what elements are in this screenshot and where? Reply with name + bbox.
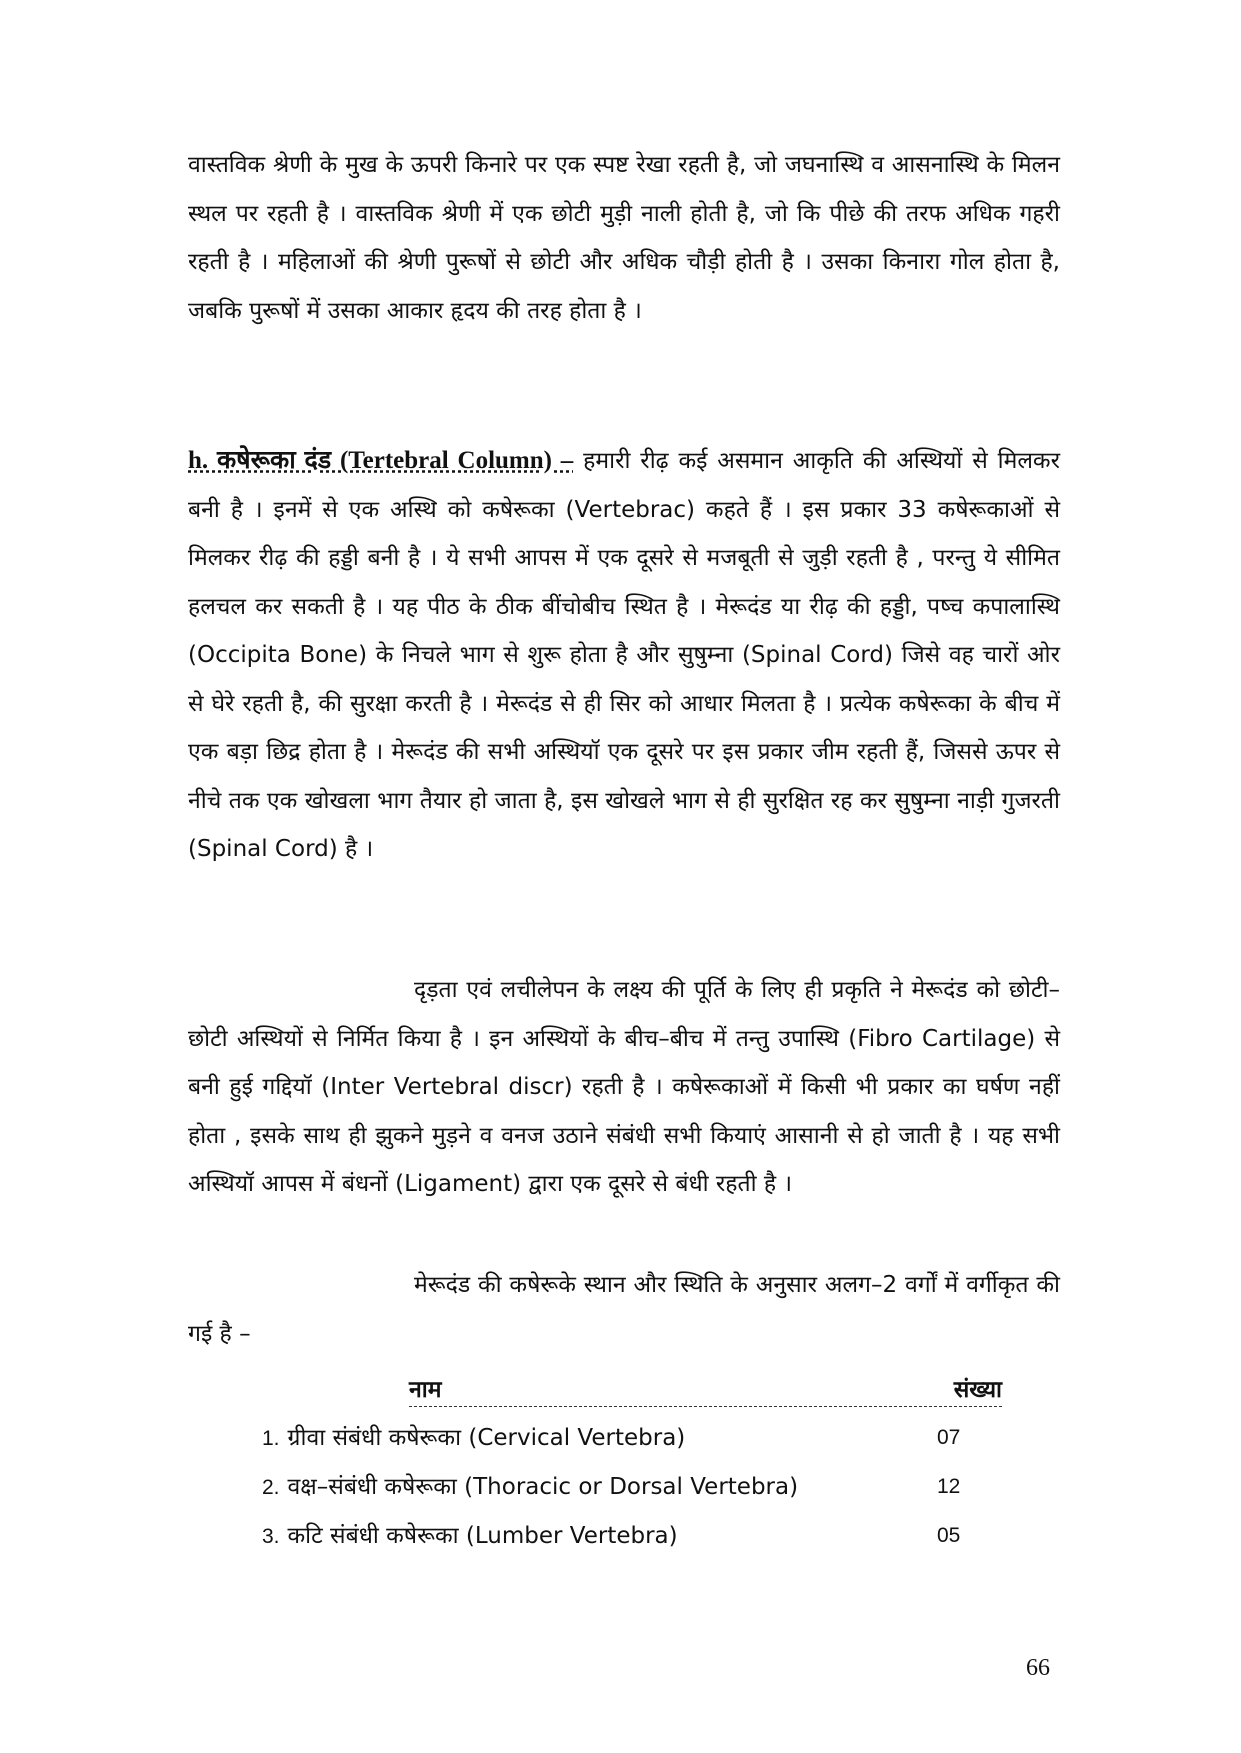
item-number: 2. [262,1476,280,1499]
page-number: 66 [1026,1655,1050,1681]
item-label: वक्ष–संबंधी कषेरूका (Thoracic or Dorsal Vertebra) [287,1474,799,1500]
vertebra-list-header [409,1372,1002,1407]
paragraph-flexibility: दृड़ता एवं लचीलेपन के लक्ष्य की पूर्ति के लिए ही प्रकृति ने मेरूदंड को छोटी–छोटी अस्थियों से निर्मित किया है । इन अस्थियों के बीच–बीच में तन्तु उपास्थि (Fibro Cartilage) से बनी हुई गद्दियॉ (Inter Vertebral discr) रहती है । कषेरूकाओं में किसी भी प्रकार का घर्षण नहीं होता , इसके साथ ही झुकने मुड़ने व वनज उठाने संबंधी सभी कियाएं आसानी से हो जाती है । यह सभी अस्थियॉ आपस में बंधनों (Ligament) द्वारा एक दूसरे से बंधी रहती है । [188,977,1060,1197]
item-count: 07 [937,1426,961,1449]
header-name: नाम [409,1377,442,1403]
item-number: 3. [262,1525,280,1548]
paragraph-vertebral-column [188,437,1060,874]
item-number: 1. [262,1427,280,1450]
paragraph-pelvis: वास्तविक श्रेणी के मुख के ऊपरी किनारे पर एक स्पष्ट रेखा रहती है, जो जघनास्थि व आसनास्थि के मिलन स्थल पर रहती है । वास्तविक श्रेणी में एक छोटी मुड़ी नाली होती है, जो कि पीछे की तरफ अधिक गहरी रहती है । महिलाओं की श्रेणी पुरूषों से छोटी और अधिक चौड़ी होती है । उसका किनारा गोल होता है, जबकि पुरूषों में उसका आकार हृदय की तरह होता है । [188,152,1060,324]
paragraph-vertebral-column-text: हमारी रीढ़ कई असमान आकृति की अस्थियों से मिलकर बनी है । इनमें से एक अस्थि को कषेरूका (Vertebrac) कहते हैं । इस प्रकार 33 कषेरूकाओं से मिलकर रीढ़ की हड्डी बनी है । ये सभी आपस में एक दूसरे से मजबूती से जुड़ी रहती है , परन्तु ये सीमित हलचल कर सकती है । यह पीठ के ठीक बींचोबीच स्थित है । मेरूदंड या रीढ़ की हड्डी, पष्च कपालास्थि (Occipita Bone) के निचले भाग से शुरू होता है और सुषुम्ना (Spinal Cord) जिसे वह चारों ओर से घेरे रहती है, की सुरक्षा करती है । मेरूदंड से ही सिर को आधार मिलता है । प्रत्येक कषेरूका के बीच में एक बड़ा छिद्र होता है । मेरूदंड की सभी अस्थियॉ एक दूसरे पर इस प्रकार जीम रहती हैं, जिससे ऊपर से नीचे तक एक खोखला भाग तैयार हो जाता है, इस खोखले भाग से ही सुरक्षित रह कर सुषुम्ना नाड़ी गुजरती (Spinal Cord) है । [188,448,1061,862]
list-item [262,1467,982,1516]
header-count: संख्या [953,1377,1002,1403]
item-label: ग्रीवा संबंधी कषेरूका (Cervical Vertebra) [287,1425,686,1451]
section-heading: h. कषेरूका दंड (Tertebral Column) – [188,447,574,474]
item-count: 05 [937,1524,961,1547]
item-count: 12 [937,1475,961,1498]
list-item [262,1418,982,1467]
item-label: कटि संबंधी कषेरूका (Lumber Vertebra) [287,1523,678,1549]
list-item [262,1516,982,1565]
paragraph-classification: मेरूदंड की कषेरूके स्थान और स्थिति के अनुसार अलग–2 वर्गों में वर्गीकृत की गई है – [188,1272,1060,1347]
vertebra-list [262,1418,982,1565]
